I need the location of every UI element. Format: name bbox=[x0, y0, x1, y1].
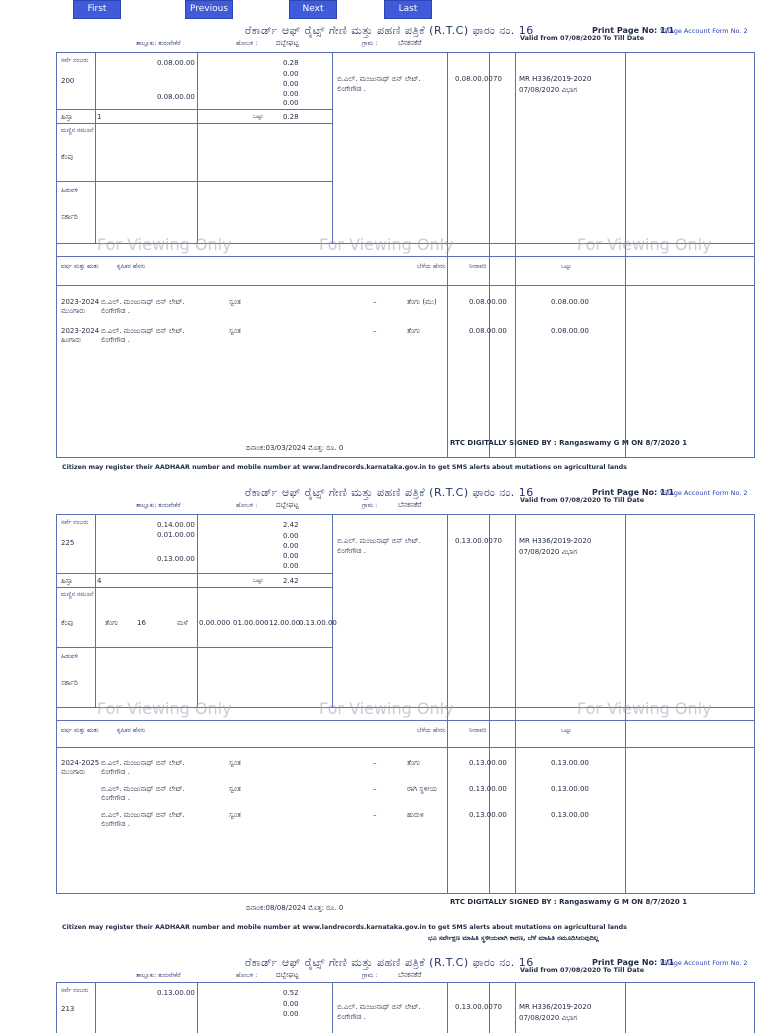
rtc-page-2 bbox=[0, 486, 768, 946]
previous-button[interactable]: Previous bbox=[185, 0, 233, 19]
col-cultivator-header: ಕೃಷಿಕರ ಹೆಸರು bbox=[117, 263, 146, 270]
date-line: ದಿನಾಂಕ:08/08/2024 ಮೊತ್ತ: ರೂ. 0 bbox=[246, 904, 344, 912]
owner-extent: 0.13.00.00 bbox=[455, 1003, 493, 1011]
village-form-number: Village Account Form No. 2 bbox=[660, 489, 748, 497]
crop-owner-2: ಲಿಂಗೇಗೌಡ . bbox=[101, 307, 130, 315]
area-b: 0.08.00.00 bbox=[157, 93, 195, 101]
rtc-grid bbox=[56, 982, 755, 1033]
soil-row-v4: 0.13.00.00 bbox=[299, 619, 337, 627]
survey-footer-note: ಭೂ ಸರ್ವೇಕ್ಷಣ ಮಾಹಿತಿ ಸ್ಥಳೀಯವಾಗಿ ಕಾರಣ, ಬೆಳೆ ಮಾಹಿತಿ ನಮೂದಿಸಿರುವುದಿಲ್ಲ bbox=[428, 934, 599, 942]
aadhaar-note: Citizen may register their AADHAAR number and mobile number at www.landrecords.karnataka.gov.in to get SMS alerts about mutations on agricultural lands bbox=[62, 924, 627, 931]
survey-number: 200 bbox=[61, 77, 75, 85]
watermark: For Viewing Only bbox=[577, 699, 712, 718]
tenure-value: ಸರ್ಕಾರಿ bbox=[61, 213, 78, 221]
crop-irrigated: 0.08.00.00 bbox=[469, 327, 507, 335]
kharab-total: 2.42 bbox=[283, 577, 299, 585]
village-form-number: Village Account Form No. 2 bbox=[660, 959, 748, 967]
owner-extent: 0.13.00.00 bbox=[455, 537, 493, 545]
crop-own: ಸ್ವಂತ bbox=[229, 327, 241, 335]
area-a: 0.08.00.00 bbox=[157, 59, 195, 67]
hissa-label: ಹಿಸ್ಸಾ bbox=[61, 577, 73, 585]
crop-dash: – bbox=[373, 759, 377, 767]
survey-label: ಸರ್ವೆ ನಂಬರು bbox=[61, 519, 89, 526]
navigation-bar bbox=[0, 0, 768, 18]
tenure-label: ಹಿಡುವಳಿ bbox=[61, 653, 78, 660]
mr-number: MR H336/2019-2020 bbox=[519, 537, 592, 545]
watermark: For Viewing Only bbox=[97, 235, 232, 254]
taluk-label: ತಾಲ್ಲೂಕು: ತುರುವೇಕೆರೆ bbox=[136, 40, 181, 47]
print-page-number: Print Page No: 1/1 bbox=[592, 26, 675, 35]
taluk-label: ತಾಲ್ಲೂಕು: ತುರುವೇಕೆರೆ bbox=[136, 972, 181, 979]
crop-year: 2023-2024 bbox=[61, 327, 100, 335]
crop-owner-2: ಲಿಂಗೇಗೌಡ . bbox=[101, 336, 130, 344]
watermark: For Viewing Only bbox=[577, 235, 712, 254]
crop-owner-1: ಬಿ.ಎಲ್. ಮಂಜುನಾಥ್ ಬಿನ್ ಲೇಟ್. bbox=[101, 785, 185, 793]
area-b: 0.13.00.00 bbox=[157, 555, 195, 563]
col-cultivator-header: ಕೃಷಿಕರ ಹೆಸರು bbox=[117, 727, 146, 734]
crop-season: ಮುಂಗಾರು bbox=[61, 768, 86, 776]
owner-extent-unit: 70 bbox=[493, 75, 502, 83]
rtc-grid bbox=[56, 514, 755, 894]
survey-number: 213 bbox=[61, 1005, 75, 1013]
hissa-label: ಹಿಸ್ಸಾ bbox=[61, 113, 73, 121]
village-value: ಬೆನಕನಕೆರೆ bbox=[398, 501, 422, 509]
crop-own: ಸ್ವಂತ bbox=[229, 298, 241, 306]
col-year-header: ವರ್ಷ ಮತ್ತು ಋತು bbox=[61, 263, 99, 270]
hobli-label: ಹೋಬಳಿ : bbox=[236, 972, 258, 979]
rtc-page-3 bbox=[0, 956, 768, 1024]
crop-season: ಹಿಂಗಾರು bbox=[61, 336, 82, 344]
valid-from: Valid from 07/08/2020 To Till Date bbox=[520, 34, 645, 42]
total-label: ಒಟ್ಟು bbox=[253, 113, 264, 120]
kharab-total: 0.28 bbox=[283, 113, 299, 121]
kharab-4: 0.00 bbox=[283, 90, 299, 98]
crop-total: 0.08.00.00 bbox=[551, 298, 589, 306]
kharab-3: 0.00 bbox=[283, 80, 299, 88]
soil-value: ಕೆಂಪು bbox=[61, 619, 74, 627]
soil-label: ಮಣ್ಣಿನ ನಮೂನೆ bbox=[61, 127, 94, 134]
crop-owner-1: ಬಿ.ಎಲ್. ಮಂಜುನಾಥ್ ಬಿನ್ ಲೇಟ್. bbox=[101, 327, 185, 335]
crop-owner-1: ಬಿ.ಎಲ್. ಮಂಜುನಾಥ್ ಬಿನ್ ಲೇಟ್. bbox=[101, 298, 185, 306]
tenure-value: ಸರ್ಕಾರಿ bbox=[61, 679, 78, 687]
rtc-title: ರೆಕಾರ್ಡ್ ಆಫ್ ರೈಟ್ಸ್ ಗೇಣಿ ಮತ್ತು ಪಹಣಿ ಪತ್ರಿಕೆ (R.T.C) ಫಾರಂ ನಂ. 16 bbox=[245, 24, 534, 37]
mr-date: 07/08/2020 ವಿಭಾಗ bbox=[519, 86, 578, 94]
tenure-label: ಹಿಡುವಳಿ bbox=[61, 187, 78, 194]
soil-value: ಕೆಂಪು bbox=[61, 153, 74, 161]
col-total-header: ಒಟ್ಟು bbox=[561, 263, 572, 270]
col-year-header: ವರ್ಷ ಮತ್ತು ಋತು bbox=[61, 727, 99, 734]
kharab-5: 0.00 bbox=[283, 562, 299, 570]
crop-own: ಸ್ವಂತ bbox=[229, 811, 241, 819]
kharab-5: 0.00 bbox=[283, 99, 299, 107]
survey-number: 225 bbox=[61, 539, 75, 547]
village-form-number: Village Account Form No. 2 bbox=[660, 27, 748, 35]
owner-extent-unit: 70 bbox=[493, 1003, 502, 1011]
date-line: ದಿನಾಂಕ:03/03/2024 ಮೊತ್ತ: ರೂ. 0 bbox=[246, 444, 344, 452]
next-button[interactable]: Next bbox=[289, 0, 337, 19]
kharab-1: 0.28 bbox=[283, 59, 299, 67]
hissa-number: 4 bbox=[97, 577, 102, 585]
watermark: For Viewing Only bbox=[97, 699, 232, 718]
owner-line-2: ಲಿಂಗೇಗೌಡ . bbox=[337, 547, 366, 555]
col-total-header: ಒಟ್ಟು bbox=[561, 727, 572, 734]
crop-name: ತೆಂಗು bbox=[407, 759, 421, 767]
col-irrigated-header: ನೀರಾವರಿ bbox=[469, 727, 487, 734]
hobli-label: ಹೋಬಳಿ : bbox=[236, 502, 258, 509]
crop-irrigated: 0.08.00.00 bbox=[469, 298, 507, 306]
print-page-number: Print Page No: 1/1 bbox=[592, 488, 675, 497]
col-irrigated-header: ನೀರಾವರಿ bbox=[469, 263, 487, 270]
soil-label: ಮಣ್ಣಿನ ನಮೂನೆ bbox=[61, 591, 94, 598]
crop-dash: – bbox=[373, 811, 377, 819]
crop-irrigated: 0.13.00.00 bbox=[469, 811, 507, 819]
kharab-3: 0.00 bbox=[283, 1010, 299, 1018]
mr-number: MR H336/2019-2020 bbox=[519, 75, 592, 83]
survey-label: ಸರ್ವೆ ನಂಬರು bbox=[61, 57, 89, 64]
hobli-value: ದಬ್ಬೇಘಟ್ಟ bbox=[276, 39, 299, 47]
taluk-label: ತಾಲ್ಲೂಕು: ತುರುವೇಕೆರೆ bbox=[136, 502, 181, 509]
village-value: ಬೆನಕನಕೆರೆ bbox=[398, 39, 422, 47]
kharab-3: 0.00 bbox=[283, 542, 299, 550]
crop-owner-1: ಬಿ.ಎಲ್. ಮಂಜುನಾಥ್ ಬಿನ್ ಲೇಟ್. bbox=[101, 759, 185, 767]
first-button[interactable]: First bbox=[73, 0, 121, 19]
kharab-2: 0.00 bbox=[283, 532, 299, 540]
digital-signature: RTC DIGITALLY SIGNED BY : Rangaswamy G M ON 8/7/2020 1 bbox=[450, 898, 688, 906]
soil-row-count: 16 bbox=[137, 619, 146, 627]
crop-owner-1: ಬಿ.ಎಲ್. ಮಂಜುನಾಥ್ ಬಿನ್ ಲೇಟ್. bbox=[101, 811, 185, 819]
kharab-1: 0.52 bbox=[283, 989, 299, 997]
village-label: ಗ್ರಾಮ : bbox=[362, 502, 378, 509]
crop-owner-2: ಲಿಂಗೇಗೌಡ . bbox=[101, 794, 130, 802]
crop-name: ಹುರುಳಿ bbox=[407, 811, 424, 819]
owner-line-2: ಲಿಂಗೇಗೌಡ . bbox=[337, 85, 366, 93]
village-value: ಬೆನಕನಕೆರೆ bbox=[398, 971, 422, 979]
owner-line-1: ಬಿ.ಎಲ್. ಮಂಜುನಾಥ್ ಬಿನ್ ಲೇಟ್. bbox=[337, 75, 421, 83]
soil-row-v1: 0.00.000 bbox=[199, 619, 231, 627]
area-a: 0.13.00.00 bbox=[157, 989, 195, 997]
valid-from: Valid from 07/08/2020 To Till Date bbox=[520, 496, 645, 504]
hobli-value: ದಬ್ಬೇಘಟ್ಟ bbox=[276, 501, 299, 509]
survey-label: ಸರ್ವೆ ನಂಬರು bbox=[61, 987, 89, 994]
owner-line-1: ಬಿ.ಎಲ್. ಮಂಜುನಾಥ್ ಬಿನ್ ಲೇಟ್. bbox=[337, 1003, 421, 1011]
rtc-page-1 bbox=[0, 24, 768, 474]
digital-signature: RTC DIGITALLY SIGNED BY : Rangaswamy G M ON 8/7/2020 1 bbox=[450, 439, 688, 447]
rtc-title: ರೆಕಾರ್ಡ್ ಆಫ್ ರೈಟ್ಸ್ ಗೇಣಿ ಮತ್ತು ಪಹಣಿ ಪತ್ರಿಕೆ (R.T.C) ಫಾರಂ ನಂ. 16 bbox=[245, 486, 534, 499]
crop-name: ತೆಂಗು (ಮು) bbox=[407, 298, 437, 306]
crop-irrigated: 0.13.00.00 bbox=[469, 759, 507, 767]
crop-year: 2023-2024 bbox=[61, 298, 100, 306]
kharab-1: 2.42 bbox=[283, 521, 299, 529]
watermark: For Viewing Only bbox=[319, 235, 454, 254]
crop-total: 0.08.00.00 bbox=[551, 327, 589, 335]
crop-season: ಮುಂಗಾರು bbox=[61, 307, 86, 315]
hobli-value: ದಬ್ಬೇಘಟ್ಟ bbox=[276, 971, 299, 979]
mr-date: 07/08/2020 ವಿಭಾಗ bbox=[519, 1014, 578, 1022]
col-crop-header: ಬೆಳೆಯ ಹೆಸರು bbox=[417, 263, 446, 270]
owner-line-2: ಲಿಂಗೇಗೌಡ . bbox=[337, 1013, 366, 1021]
crop-own: ಸ್ವಂತ bbox=[229, 785, 241, 793]
kharab-2: 0.00 bbox=[283, 70, 299, 78]
valid-from: Valid from 07/08/2020 To Till Date bbox=[520, 966, 645, 974]
last-button[interactable]: Last bbox=[384, 0, 432, 19]
hissa-number: 1 bbox=[97, 113, 102, 121]
crop-year: 2024-2025 bbox=[61, 759, 100, 767]
soil-row-type: ಮಳೆ bbox=[177, 619, 188, 627]
mr-date: 07/08/2020 ವಿಭಾಗ bbox=[519, 548, 578, 556]
crop-total: 0.13.00.00 bbox=[551, 759, 589, 767]
soil-row-v2: 01.00.000 bbox=[233, 619, 269, 627]
mr-number: MR H336/2019-2020 bbox=[519, 1003, 592, 1011]
aadhaar-note: Citizen may register their AADHAAR number and mobile number at www.landrecords.karnataka.gov.in to get SMS alerts about mutations on agricultural lands bbox=[62, 464, 627, 471]
area-a: 0.14.00.00 bbox=[157, 521, 195, 529]
crop-dash: – bbox=[373, 298, 377, 306]
print-page-number: Print Page No: 1/1 bbox=[592, 958, 675, 967]
crop-name: ರಾಗಿ ಸ್ಥಳೀಯ bbox=[407, 785, 437, 793]
crop-name: ತೆಂಗು bbox=[407, 327, 421, 335]
crop-total: 0.13.00.00 bbox=[551, 811, 589, 819]
crop-owner-2: ಲಿಂಗೇಗೌಡ . bbox=[101, 820, 130, 828]
crop-dash: – bbox=[373, 785, 377, 793]
area-a2: 0.01.00.00 bbox=[157, 531, 195, 539]
owner-extent: 0.08.00.00 bbox=[455, 75, 493, 83]
crop-dash: – bbox=[373, 327, 377, 335]
kharab-2: 0.00 bbox=[283, 1000, 299, 1008]
rtc-grid bbox=[56, 52, 755, 458]
crop-owner-2: ಲಿಂಗೇಗೌಡ . bbox=[101, 768, 130, 776]
total-label: ಒಟ್ಟು bbox=[253, 577, 264, 584]
soil-row-crop: ತೆಂಗು bbox=[105, 619, 119, 627]
village-label: ಗ್ರಾಮ : bbox=[362, 972, 378, 979]
crop-total: 0.13.00.00 bbox=[551, 785, 589, 793]
owner-extent-unit: 70 bbox=[493, 537, 502, 545]
rtc-title: ರೆಕಾರ್ಡ್ ಆಫ್ ರೈಟ್ಸ್ ಗೇಣಿ ಮತ್ತು ಪಹಣಿ ಪತ್ರಿಕೆ (R.T.C) ಫಾರಂ ನಂ. 16 bbox=[245, 956, 534, 969]
crop-own: ಸ್ವಂತ bbox=[229, 759, 241, 767]
kharab-4: 0.00 bbox=[283, 552, 299, 560]
crop-irrigated: 0.13.00.00 bbox=[469, 785, 507, 793]
hobli-label: ಹೋಬಳಿ : bbox=[236, 40, 258, 47]
soil-row-v3: 12.00.00 bbox=[269, 619, 301, 627]
watermark: For Viewing Only bbox=[319, 699, 454, 718]
owner-line-1: ಬಿ.ಎಲ್. ಮಂಜುನಾಥ್ ಬಿನ್ ಲೇಟ್. bbox=[337, 537, 421, 545]
village-label: ಗ್ರಾಮ : bbox=[362, 40, 378, 47]
col-crop-header: ಬೆಳೆಯ ಹೆಸರು bbox=[417, 727, 446, 734]
